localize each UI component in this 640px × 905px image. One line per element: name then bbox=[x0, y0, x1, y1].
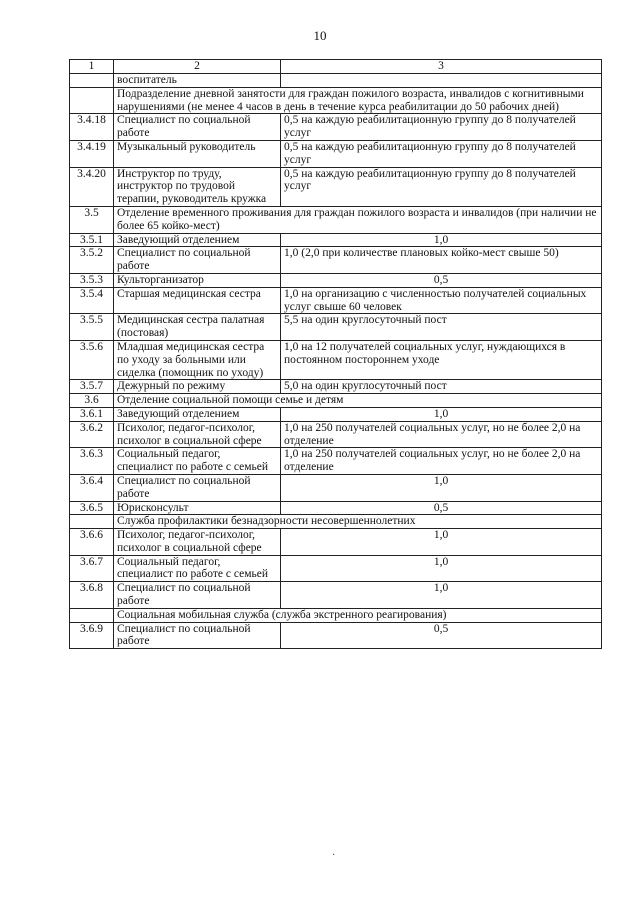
position-name: Юрисконсульт bbox=[114, 501, 281, 515]
position-name: Специалист по социальной работе bbox=[114, 474, 281, 501]
row-number: 3.5.7 bbox=[70, 380, 114, 394]
staff-norm: 0,5 bbox=[281, 501, 602, 515]
position-name: воспитатель bbox=[114, 74, 281, 88]
staff-norm: 0,5 на каждую реабилитационную группу до 8 получателей услуг bbox=[281, 114, 602, 141]
position-row bbox=[70, 314, 602, 341]
row-number: 3.5.3 bbox=[70, 273, 114, 287]
section-title: Служба профилактики безнадзорности несовершеннолетних bbox=[114, 515, 602, 529]
section-title: Подразделение дневной занятости для граждан пожилого возраста, инвалидов с когнитивными нарушениями (не менее 4 часов в день в течение курса реабилитации до 50 рабочих дней) bbox=[114, 87, 602, 114]
row-number: 3.5 bbox=[70, 206, 114, 233]
row-number: 3.5.2 bbox=[70, 247, 114, 274]
row-number bbox=[70, 87, 114, 114]
position-row bbox=[70, 474, 602, 501]
position-name: Психолог, педагог-психолог, психолог в социальной сфере bbox=[114, 421, 281, 448]
staff-norm: 1,0 bbox=[281, 582, 602, 609]
staff-norm: 1,0 на 250 получателей социальных услуг, но не более 2,0 на отделение bbox=[281, 448, 602, 475]
position-name: Специалист по социальной работе bbox=[114, 622, 281, 649]
section-title: Отделение социальной помощи семье и детям bbox=[114, 394, 602, 408]
row-number: 3.6.9 bbox=[70, 622, 114, 649]
position-name: Специалист по социальной работе bbox=[114, 582, 281, 609]
position-name: Музыкальный руководитель bbox=[114, 140, 281, 167]
position-name: Социальный педагог, специалист по работе с семьей bbox=[114, 555, 281, 582]
staff-norm: 1,0 на организацию с численностью получателей социальных услуг свыше 60 человек bbox=[281, 287, 602, 314]
position-row bbox=[70, 140, 602, 167]
staff-norm: 1,0 bbox=[281, 407, 602, 421]
staff-norm: 5,5 на один круглосуточный пост bbox=[281, 314, 602, 341]
header-col-2: 2 bbox=[114, 60, 281, 74]
header-row bbox=[70, 60, 602, 74]
row-number: 3.6.6 bbox=[70, 529, 114, 556]
position-name: Заведующий отделением bbox=[114, 233, 281, 247]
header-col-3: 3 bbox=[281, 60, 602, 74]
staff-norm bbox=[281, 74, 602, 88]
staff-norm: 0,5 bbox=[281, 622, 602, 649]
row-number bbox=[70, 74, 114, 88]
position-row bbox=[70, 421, 602, 448]
position-row bbox=[70, 501, 602, 515]
position-row bbox=[70, 407, 602, 421]
row-number: 3.6.3 bbox=[70, 448, 114, 475]
position-row bbox=[70, 340, 602, 379]
section-row bbox=[70, 206, 602, 233]
row-number: 3.5.6 bbox=[70, 340, 114, 379]
row-number bbox=[70, 608, 114, 622]
position-name: Специалист по социальной работе bbox=[114, 247, 281, 274]
row-number: 3.4.18 bbox=[70, 114, 114, 141]
position-name: Инструктор по труду, инструктор по трудовой терапии, руководитель кружка bbox=[114, 167, 281, 206]
position-name: Старшая медицинская сестра bbox=[114, 287, 281, 314]
position-name: Заведующий отделением bbox=[114, 407, 281, 421]
position-row bbox=[70, 448, 602, 475]
staff-norm: 1,0 bbox=[281, 555, 602, 582]
row-number: 3.5.1 bbox=[70, 233, 114, 247]
staff-norm: 1,0 bbox=[281, 233, 602, 247]
staff-norm: 1,0 (2,0 при количестве плановых койко-мест свыше 50) bbox=[281, 247, 602, 274]
staff-norm: 1,0 bbox=[281, 529, 602, 556]
position-row bbox=[70, 287, 602, 314]
row-number: 3.5.4 bbox=[70, 287, 114, 314]
row-number: 3.5.5 bbox=[70, 314, 114, 341]
position-row bbox=[70, 74, 602, 88]
row-number: 3.6.2 bbox=[70, 421, 114, 448]
row-number: 3.6 bbox=[70, 394, 114, 408]
staff-norm: 0,5 на каждую реабилитационную группу до 8 получателей услуг bbox=[281, 167, 602, 206]
row-number: 3.6.8 bbox=[70, 582, 114, 609]
staffing-table bbox=[69, 59, 602, 649]
position-row bbox=[70, 273, 602, 287]
position-name: Социальный педагог, специалист по работе с семьей bbox=[114, 448, 281, 475]
position-name: Медицинская сестра палатная (постовая) bbox=[114, 314, 281, 341]
staff-norm: 5,0 на один круглосуточный пост bbox=[281, 380, 602, 394]
position-row bbox=[70, 555, 602, 582]
position-row bbox=[70, 167, 602, 206]
position-row bbox=[70, 247, 602, 274]
section-row bbox=[70, 87, 602, 114]
staff-norm: 1,0 bbox=[281, 474, 602, 501]
staff-norm: 1,0 на 250 получателей социальных услуг, но не более 2,0 на отделение bbox=[281, 421, 602, 448]
position-row bbox=[70, 380, 602, 394]
section-row bbox=[70, 515, 602, 529]
header-col-1: 1 bbox=[70, 60, 114, 74]
position-row bbox=[70, 233, 602, 247]
position-row bbox=[70, 622, 602, 649]
section-row bbox=[70, 394, 602, 408]
staff-norm: 0,5 на каждую реабилитационную группу до 8 получателей услуг bbox=[281, 140, 602, 167]
section-title: Социальная мобильная служба (служба экстренного реагирования) bbox=[114, 608, 602, 622]
row-number: 3.6.4 bbox=[70, 474, 114, 501]
position-row bbox=[70, 114, 602, 141]
row-number: 3.4.19 bbox=[70, 140, 114, 167]
staff-norm: 0,5 bbox=[281, 273, 602, 287]
row-number: 3.6.5 bbox=[70, 501, 114, 515]
position-name: Культорганизатор bbox=[114, 273, 281, 287]
staff-norm: 1,0 на 12 получателей социальных услуг, нуждающихся в постоянном постороннем уходе bbox=[281, 340, 602, 379]
row-number: 3.6.7 bbox=[70, 555, 114, 582]
position-row bbox=[70, 582, 602, 609]
row-number: 3.4.20 bbox=[70, 167, 114, 206]
scan-dot: · bbox=[332, 850, 336, 861]
page-number: 10 bbox=[313, 28, 327, 43]
section-title: Отделение временного проживания для граждан пожилого возраста и инвалидов (при наличии не более 65 койко-мест) bbox=[114, 206, 602, 233]
section-row bbox=[70, 608, 602, 622]
position-name: Младшая медицинская сестра по уходу за больными или сиделка (помощник по уходу) bbox=[114, 340, 281, 379]
position-name: Дежурный по режиму bbox=[114, 380, 281, 394]
position-row bbox=[70, 529, 602, 556]
staffing-table-body bbox=[70, 60, 602, 649]
position-name: Специалист по социальной работе bbox=[114, 114, 281, 141]
row-number: 3.6.1 bbox=[70, 407, 114, 421]
row-number bbox=[70, 515, 114, 529]
position-name: Психолог, педагог-психолог, психолог в социальной сфере bbox=[114, 529, 281, 556]
